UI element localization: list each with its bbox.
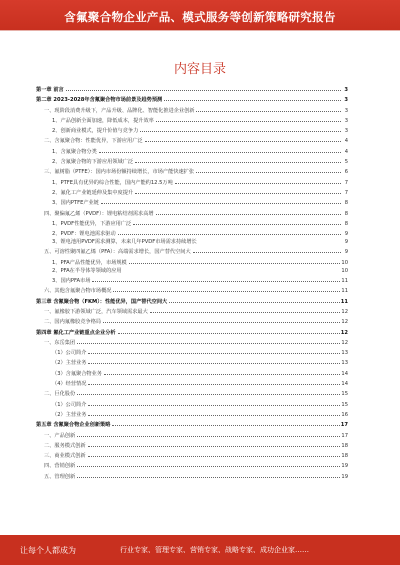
- toc-entry[interactable]: [36, 257, 348, 267]
- toc-leader-dots: [66, 84, 341, 91]
- toc-entry[interactable]: [36, 228, 348, 238]
- toc-entry-text: 1、PVDF性能优异，下游应用广泛: [52, 219, 132, 229]
- toc-entry[interactable]: [36, 327, 348, 337]
- toc-page-number: 8: [344, 210, 348, 217]
- toc-page-number: 19: [341, 473, 348, 480]
- toc-page-number: 3: [344, 97, 348, 104]
- toc-entry-text: （2）主营业务: [52, 358, 87, 368]
- toc-entry[interactable]: [36, 84, 348, 94]
- toc-leader-dots: [156, 208, 341, 215]
- toc-entry[interactable]: [36, 187, 348, 197]
- toc-entry[interactable]: [36, 430, 348, 440]
- report-header: [0, 0, 400, 30]
- toc-entry-text: 三、商业模式创新: [44, 451, 87, 461]
- toc-page-number: 17: [341, 432, 348, 439]
- toc-entry[interactable]: [36, 238, 348, 246]
- toc-entry[interactable]: [36, 296, 348, 306]
- toc-leader-dots: [88, 378, 340, 385]
- toc-entry[interactable]: [36, 316, 348, 326]
- toc-entry-text: 一、东岳集团: [44, 338, 76, 348]
- toc-entry[interactable]: [36, 440, 348, 450]
- toc-entry[interactable]: [36, 419, 348, 429]
- toc-entry-text: 第三章 含氟聚合物（FKM）：性能优异，国产替代空间大: [36, 297, 168, 307]
- toc-entry-text: 五、可溶性聚四氟乙烯（PFA）：高端需求增长，国产替代空间大: [44, 247, 192, 257]
- toc-leader-dots: [104, 368, 340, 375]
- report-footer: [0, 535, 400, 565]
- toc-leader-dots: [129, 257, 341, 264]
- toc-page-number: 13: [341, 350, 348, 357]
- toc-page-number: 6: [344, 169, 348, 176]
- toc-entry-text: 四、聚偏氟乙烯（PVDF）：锂电粘结剂需求高增: [44, 209, 155, 219]
- toc-entry-text: 2、PFA在半导体等领域的应用: [52, 268, 122, 275]
- toc-leader-dots: [140, 125, 341, 132]
- toc-leader-dots: [88, 357, 340, 364]
- toc-page-number: 18: [341, 453, 348, 460]
- toc-leader-dots: [88, 440, 341, 447]
- toc-page-number: 7: [344, 189, 348, 196]
- toc-entry[interactable]: [36, 208, 348, 218]
- toc-page-number: 3: [344, 128, 348, 135]
- toc-entry-text: 3、锂电池用PVDF需求测算，未来几年PVDF市场需求持续增长: [52, 239, 197, 246]
- toc-entry-text: 第四章 氟化工产业链重点企业分析: [36, 328, 117, 338]
- footer-slogan: 让每个人都成为: [20, 546, 76, 555]
- toc-leader-dots: [101, 197, 341, 204]
- toc-entry-text: （3）含氟聚合物业务: [52, 369, 103, 379]
- toc-entry[interactable]: [36, 246, 348, 256]
- toc-entry-text: 一、氟橡胶下游领域广泛，汽车领域需求最大: [44, 307, 149, 317]
- toc-entry[interactable]: [36, 347, 348, 357]
- toc-entry-text: 二、国内氟橡胶竞争格局: [44, 317, 102, 327]
- toc-leader-dots: [169, 296, 340, 303]
- toc-leader-dots: [145, 135, 341, 142]
- toc-page-number: 8: [344, 200, 348, 207]
- toc-page-number: 12: [341, 319, 348, 326]
- toc-leader-dots: [135, 187, 341, 194]
- toc-page-number: 15: [341, 391, 348, 398]
- toc-entry[interactable]: [36, 306, 348, 316]
- toc-page-number: 8: [344, 220, 348, 227]
- toc-page-number: 11: [340, 298, 348, 305]
- toc-entry[interactable]: [36, 218, 348, 228]
- toc-entry[interactable]: [36, 368, 348, 378]
- toc-page-number: 5: [344, 159, 348, 166]
- toc-page-number: 17: [340, 422, 348, 429]
- toc-entry-text: 五、管理创新: [44, 472, 76, 482]
- toc-page-number: 14: [341, 370, 348, 377]
- toc-leader-dots: [133, 218, 341, 225]
- toc-page-number: 9: [344, 231, 348, 238]
- toc-leader-dots: [156, 115, 341, 122]
- toc-entry[interactable]: [36, 197, 348, 207]
- toc-page-number: 3: [344, 87, 348, 93]
- toc-page-number: 4: [344, 138, 348, 145]
- toc-leader-dots: [88, 399, 340, 406]
- toc-entry-text: 1、产品创新全面加速，降低成本，提升效率: [52, 116, 155, 126]
- toc-entry[interactable]: [36, 156, 348, 166]
- toc-page-number: 7: [344, 179, 348, 186]
- toc-leader-dots: [88, 347, 340, 354]
- toc-entry-text: 二、巨化股份: [44, 389, 76, 399]
- toc-leader-dots: [175, 177, 341, 184]
- toc-page-number: 3: [344, 107, 348, 114]
- toc-entry-text: 三、氟树脂（PTFE）：国内市场份额持续增长，市场产能快速扩张: [44, 167, 195, 177]
- toc-heading: 内容目录: [173, 62, 226, 77]
- toc-page-number: 14: [341, 381, 348, 388]
- toc-entry[interactable]: [36, 409, 348, 419]
- toc-leader-dots: [112, 419, 339, 426]
- toc-leader-dots: [92, 275, 340, 282]
- toc-leader-dots: [164, 94, 341, 101]
- header-divider: [0, 30, 400, 31]
- toc-entry[interactable]: [36, 135, 348, 145]
- toc-page-number: 12: [340, 329, 348, 336]
- toc-entry-text: 3、国内PFA市场: [52, 276, 91, 286]
- toc-entry-text: （1）公司简介: [52, 348, 87, 358]
- toc-entry-text: （4）经营情况: [52, 379, 87, 389]
- toc-entry[interactable]: [36, 267, 348, 275]
- toc-entry[interactable]: [36, 471, 348, 481]
- toc-page-number: 10: [341, 259, 348, 266]
- toc-entry-text: 2、含氟聚合物的下游应用领域广泛: [52, 157, 134, 167]
- table-of-contents: [36, 84, 348, 481]
- toc-entry[interactable]: [36, 460, 348, 470]
- toc-leader-dots: [77, 337, 340, 344]
- toc-leader-dots: [103, 316, 340, 323]
- toc-entry[interactable]: [36, 115, 348, 125]
- toc-leader-dots: [77, 388, 340, 395]
- toc-entry[interactable]: [36, 399, 348, 409]
- toc-entry-text: 六、其他含氟聚合物市场概况: [44, 286, 112, 296]
- footer-tagline: 行业专家、管理专家、营销专家、战略专家、成功企业家……: [120, 546, 309, 554]
- toc-leader-dots: [118, 228, 341, 235]
- toc-entry-text: 2、创新商业模式，提升价值与竞争力: [52, 126, 139, 136]
- toc-entry-text: 2、氟化工产业链延伸及集中度提升: [52, 188, 134, 198]
- toc-entry-text: 第一章 前言: [36, 85, 65, 95]
- toc-entry[interactable]: [36, 166, 348, 176]
- toc-leader-dots: [99, 146, 341, 153]
- report-title: 含氟聚合物企业产品、模式服务等创新策略研究报告: [64, 10, 336, 24]
- toc-entry[interactable]: [36, 450, 348, 460]
- toc-entry[interactable]: [36, 378, 348, 388]
- toc-entry[interactable]: [36, 337, 348, 347]
- toc-page-number: 11: [341, 288, 348, 295]
- toc-entry-text: （2）主营业务: [52, 410, 87, 420]
- toc-leader-dots: [118, 327, 340, 334]
- toc-entry[interactable]: [36, 275, 348, 285]
- toc-leader-dots: [135, 156, 341, 163]
- toc-entry[interactable]: [36, 146, 348, 156]
- toc-entry-text: 一、产品创新: [44, 431, 76, 441]
- toc-entry-text: 2、PVDF：锂电池需求驱动: [52, 229, 117, 239]
- toc-page-number: 16: [341, 411, 348, 418]
- toc-page-number: 3: [344, 117, 348, 124]
- toc-page-number: 9: [344, 249, 348, 256]
- toc-page-number: 9: [344, 239, 348, 246]
- toc-page-number: 11: [341, 278, 348, 285]
- toc-page-number: 10: [341, 268, 348, 275]
- toc-leader-dots: [196, 105, 341, 112]
- toc-entry-text: 1、PFA产品性能优异，市场规模: [52, 258, 128, 268]
- toc-page-number: 12: [341, 339, 348, 346]
- toc-entry-text: 1、含氟聚合物分类: [52, 147, 98, 157]
- toc-page-number: 13: [341, 360, 348, 367]
- toc-entry[interactable]: [36, 285, 348, 295]
- toc-entry-text: 第二章 2023-2028年含氟聚合物市场前景及趋势预测: [36, 95, 163, 105]
- toc-leader-dots: [88, 450, 341, 457]
- toc-leader-dots: [150, 306, 341, 313]
- toc-entry-text: 四、营销创新: [44, 461, 76, 471]
- toc-leader-dots: [88, 409, 340, 416]
- toc-entry-text: 3、国内PTFE产业链: [52, 198, 100, 208]
- toc-leader-dots: [77, 471, 340, 478]
- toc-leader-dots: [113, 285, 340, 292]
- toc-entry[interactable]: [36, 94, 348, 104]
- toc-entry[interactable]: [36, 177, 348, 187]
- toc-entry-text: 一、现阶段消费升级下，产品升级、品牌化、智能化推进企业创新: [44, 106, 195, 116]
- toc-entry-text: 1、PTFE具有优异的综合性能，国内产能约12.5万吨: [52, 178, 174, 188]
- toc-leader-dots: [77, 430, 340, 437]
- toc-entry[interactable]: [36, 125, 348, 135]
- toc-leader-dots: [193, 246, 341, 253]
- toc-leader-dots: [196, 166, 341, 173]
- toc-entry[interactable]: [36, 357, 348, 367]
- toc-entry-text: 第五章 含氟聚合物企业创新策略: [36, 420, 111, 430]
- toc-page-number: 12: [341, 308, 348, 315]
- toc-page-number: 19: [341, 463, 348, 470]
- toc-page-number: 15: [341, 401, 348, 408]
- toc-entry-text: （1）公司简介: [52, 400, 87, 410]
- toc-entry[interactable]: [36, 388, 348, 398]
- toc-leader-dots: [77, 460, 340, 467]
- toc-page-number: 4: [344, 148, 348, 155]
- toc-page-number: 18: [341, 442, 348, 449]
- toc-entry[interactable]: [36, 105, 348, 115]
- toc-entry-text: 二、服务模式创新: [44, 441, 87, 451]
- toc-entry-text: 二、含氟聚合物：性能优异，下游应用广泛: [44, 136, 144, 146]
